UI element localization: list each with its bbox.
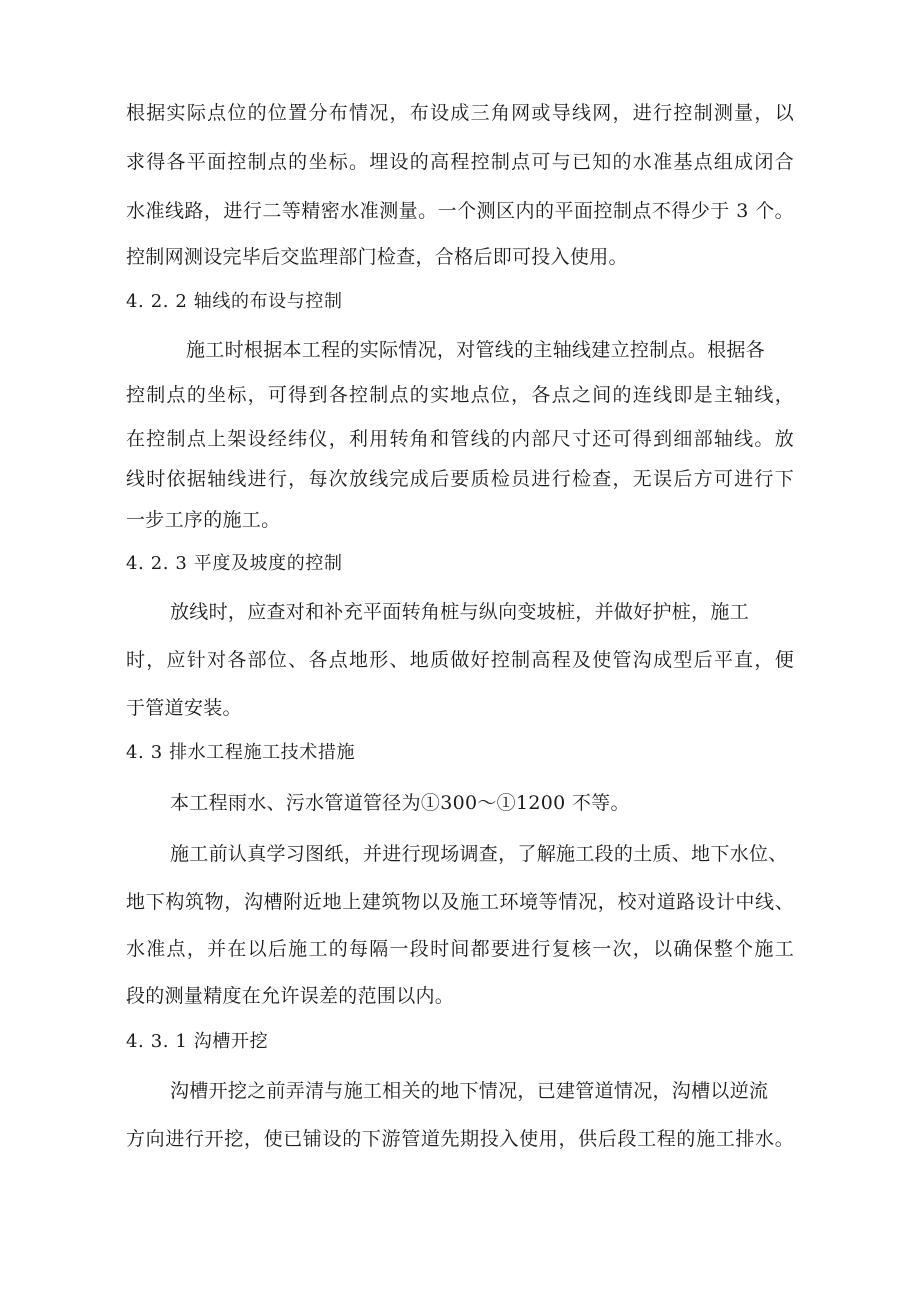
paragraph-line: 一步工序的施工。 bbox=[126, 509, 281, 531]
paragraph-line: 本工程雨水、污水管道管径为①300～①1200 不等。 bbox=[170, 792, 630, 814]
paragraph-line: 控制网测设完毕后交监理部门检查，合格后即可投入使用。 bbox=[126, 246, 628, 268]
paragraph-line: 在控制点上架设经纬仪，利用转角和管线的内部尺寸还可得到细部轴线。放 bbox=[126, 428, 794, 450]
paragraph-line: 段的测量精度在允许误差的范围以内。 bbox=[126, 985, 455, 1007]
paragraph-line: 方向进行开挖，使已铺设的下游管道先期投入使用，供后段工程的施工排水。 bbox=[126, 1128, 794, 1150]
paragraph-line: 水准线路，进行二等精密水准测量。一个测区内的平面控制点不得少于 3 个。 bbox=[126, 200, 794, 222]
paragraph-line: 线时依据轴线进行，每次放线完成后要质检员进行检查，无误后方可进行下 bbox=[126, 468, 794, 490]
paragraph-line: 施工前认真学习图纸，并进行现场调查，了解施工段的土质、地下水位、 bbox=[170, 843, 788, 865]
paragraph-line: 水准点，并在以后施工的每隔一段时间都要进行复核一次，以确保整个施工 bbox=[126, 938, 794, 960]
section-heading: 4. 2. 2 轴线的布设与控制 bbox=[126, 291, 343, 312]
paragraph-line: 沟槽开挖之前弄清与施工相关的地下情况，已建管道情况，沟槽以逆流 bbox=[170, 1080, 769, 1102]
paragraph-line: 放线时，应查对和补充平面转角桩与纵向变坡桩，并做好护桩，施工 bbox=[170, 601, 750, 623]
paragraph-line: 时，应针对各部位、各点地形、地质做好控制高程及使管沟成型后平直，便 bbox=[126, 649, 794, 671]
paragraph-line: 施工时根据本工程的实际情况，对管线的主轴线建立控制点。根据各 bbox=[186, 339, 766, 361]
section-heading: 4. 3. 1 沟槽开挖 bbox=[126, 1031, 269, 1052]
paragraph-line: 控制点的坐标，可得到各控制点的实地点位，各点之间的连线即是主轴线， bbox=[126, 384, 794, 406]
paragraph-line: 根据实际点位的位置分布情况，布设成三角网或导线网，进行控制测量，以 bbox=[126, 102, 794, 124]
section-heading: 4. 3 排水工程施工技术措施 bbox=[126, 742, 356, 763]
paragraph-line: 于管道安装。 bbox=[126, 697, 242, 719]
paragraph-line: 地下构筑物，沟槽附近地上建筑物以及施工环境等情况，校对道路设计中线、 bbox=[126, 891, 794, 913]
section-heading: 4. 2. 3 平度及坡度的控制 bbox=[126, 553, 343, 574]
paragraph-line: 求得各平面控制点的坐标。埋设的高程控制点可与已知的水准基点组成闭合 bbox=[126, 151, 794, 173]
